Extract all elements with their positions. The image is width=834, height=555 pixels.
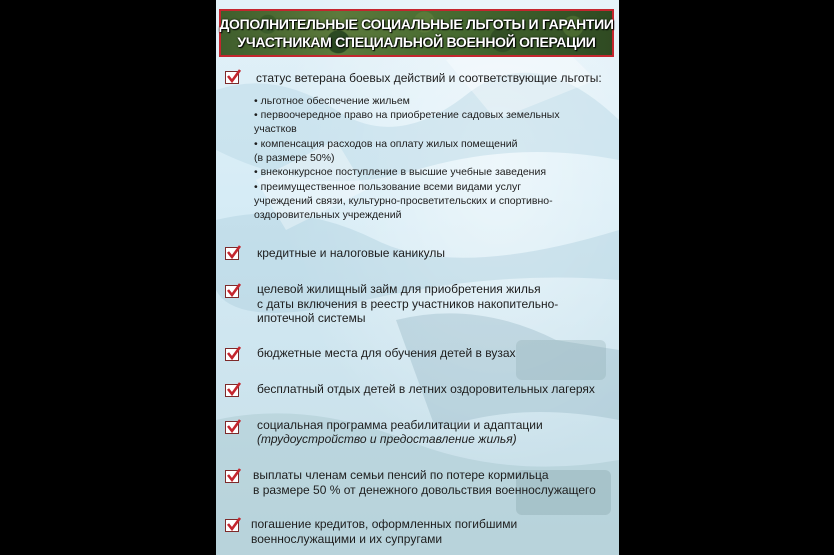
benefit-title: бюджетные места для обучения детей в вузах [257,346,516,360]
checkbox-icon [225,470,239,483]
checkbox-icon [225,348,239,361]
benefit-title: погашение кредитов, оформленных погибшими [251,517,518,531]
sub-item: • компенсация расходов на оплату жилых помещений [254,138,518,150]
sub-item: • внеконкурсное поступление в высшие учебные заведения [254,166,547,178]
sub-item: учреждений связи, культурно-просветительских и спортивно- [254,195,553,207]
benefit-line: с даты включения в реестр участников накопительно- [257,297,559,311]
benefit-title: бесплатный отдых детей в летних оздоровительных лагерях [257,382,595,396]
benefit-title: целевой жилищный займ для приобретения жилья [257,282,541,296]
benefit-line: в размере 50 % от денежного довольствия военнослужащего [253,483,596,497]
checkbox-icon [225,421,239,434]
sub-item: (в размере 50%) [254,152,335,164]
checkbox-icon [225,384,239,397]
benefit-title: социальная программа реабилитации и адаптации [257,418,543,432]
checkbox-icon [225,247,239,260]
benefit-line: ипотечной системы [257,311,366,325]
benefit-line: (трудоустройство и предоставление жилья) [257,432,517,446]
benefit-title: статус ветерана боевых действий и соответствующие льготы: [256,71,602,85]
benefit-line: военнослужащими и их супругами [251,532,443,546]
header-line-2: УЧАСТНИКАМ СПЕЦИАЛЬНОЙ ВОЕННОЙ ОПЕРАЦИИ [237,34,596,50]
sub-item: • льготное обеспечение жильем [254,95,410,107]
checkbox-icon [225,519,239,532]
sub-item: оздоровительных учреждений [254,209,402,221]
benefits-poster [216,0,619,555]
benefit-title: выплаты членам семьи пенсий по потере кормильца [253,468,549,482]
sub-item: • первоочередное право на приобретение садовых земельных [254,109,560,121]
checkbox-icon [225,285,239,298]
checkbox-icon [225,71,239,84]
poster-header [219,9,614,57]
benefit-title: кредитные и налоговые каникулы [257,246,446,260]
sub-item: участков [254,123,297,135]
sub-item: • преимущественное пользование всеми видами услуг [254,181,522,193]
header-line-1: ДОПОЛНИТЕЛЬНЫЕ СОЦИАЛЬНЫЕ ЛЬГОТЫ И ГАРАНТИИ [219,16,614,32]
